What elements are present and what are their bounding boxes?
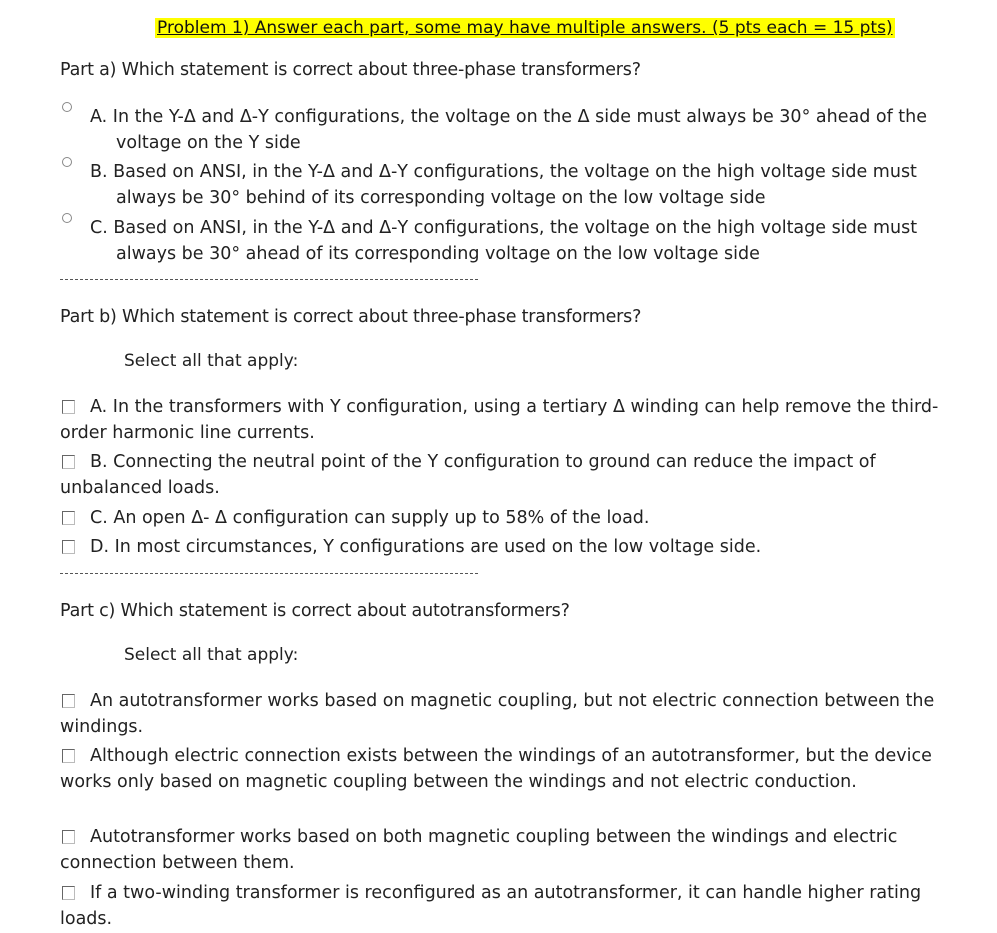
option-text: An autotransformer works based on magnetic coupling, but not electric connection between the windings. — [60, 691, 935, 737]
part-a-option-b[interactable] — [60, 160, 970, 211]
part-c-option-1[interactable] — [60, 689, 970, 740]
part-b-instruction: Select all that apply: — [124, 351, 299, 371]
option-text: A. In the transformers with Y configuration, using a tertiary Δ winding can help remove the third-order harmonic line currents. — [60, 397, 939, 443]
divider — [60, 279, 478, 280]
option-text: Autotransformer works based on both magnetic coupling between the windings and electric connection between them. — [60, 827, 898, 873]
radio-button[interactable] — [62, 213, 72, 223]
checkbox[interactable] — [62, 540, 75, 554]
option-text: B. Based on ANSI, in the Y-Δ and Δ-Y configurations, the voltage on the high voltage side must always be 30° behind of its corresponding voltage on the low voltage side — [90, 162, 917, 208]
part-a-option-c[interactable] — [60, 216, 970, 267]
option-text: C. Based on ANSI, in the Y-Δ and Δ-Y configurations, the voltage on the high voltage side must always be 30° ahead of its corresponding voltage on the low voltage side — [90, 218, 918, 264]
checkbox[interactable] — [62, 455, 75, 469]
part-b-option-c[interactable] — [60, 506, 970, 532]
option-text: D. In most circumstances, Y configurations are used on the low voltage side. — [90, 537, 762, 557]
option-text: B. Connecting the neutral point of the Y configuration to ground can reduce the impact of unbalanced loads. — [60, 452, 876, 498]
radio-button[interactable] — [62, 102, 72, 112]
option-text: C. An open Δ- Δ configuration can supply up to 58% of the load. — [90, 508, 650, 528]
part-c-option-4[interactable] — [60, 881, 970, 932]
problem-header: Problem 1) Answer each part, some may have multiple answers. (5 pts each = 15 pts) — [157, 18, 893, 38]
checkbox[interactable] — [62, 886, 75, 900]
part-b-option-a[interactable] — [60, 395, 970, 446]
option-text: A. In the Y-Δ and Δ-Y configurations, the voltage on the Δ side must always be 30° ahead of the voltage on the Y side — [90, 107, 928, 153]
checkbox[interactable] — [62, 400, 75, 414]
part-b-title: Part b) Which statement is correct about three-phase transformers? — [60, 307, 642, 327]
checkbox[interactable] — [62, 511, 75, 525]
part-b-option-d[interactable] — [60, 535, 970, 561]
part-a-title: Part a) Which statement is correct about three-phase transformers? — [60, 60, 641, 80]
option-text: Although electric connection exists between the windings of an autotransformer, but the device works only based on magnetic coupling between the windings and not electric conduction. — [60, 746, 932, 792]
part-a-option-a[interactable] — [60, 105, 970, 156]
radio-button[interactable] — [62, 157, 72, 167]
part-c-title: Part c) Which statement is correct about autotransformers? — [60, 601, 570, 621]
option-text: If a two-winding transformer is reconfigured as an autotransformer, it can handle higher rating loads. — [60, 883, 922, 929]
part-c-instruction: Select all that apply: — [124, 645, 299, 665]
part-c-option-2[interactable] — [60, 744, 970, 795]
checkbox[interactable] — [62, 749, 75, 763]
checkbox[interactable] — [62, 694, 75, 708]
part-b-option-b[interactable] — [60, 450, 970, 501]
part-c-option-3[interactable] — [60, 825, 970, 876]
divider — [60, 573, 478, 574]
checkbox[interactable] — [62, 830, 75, 844]
